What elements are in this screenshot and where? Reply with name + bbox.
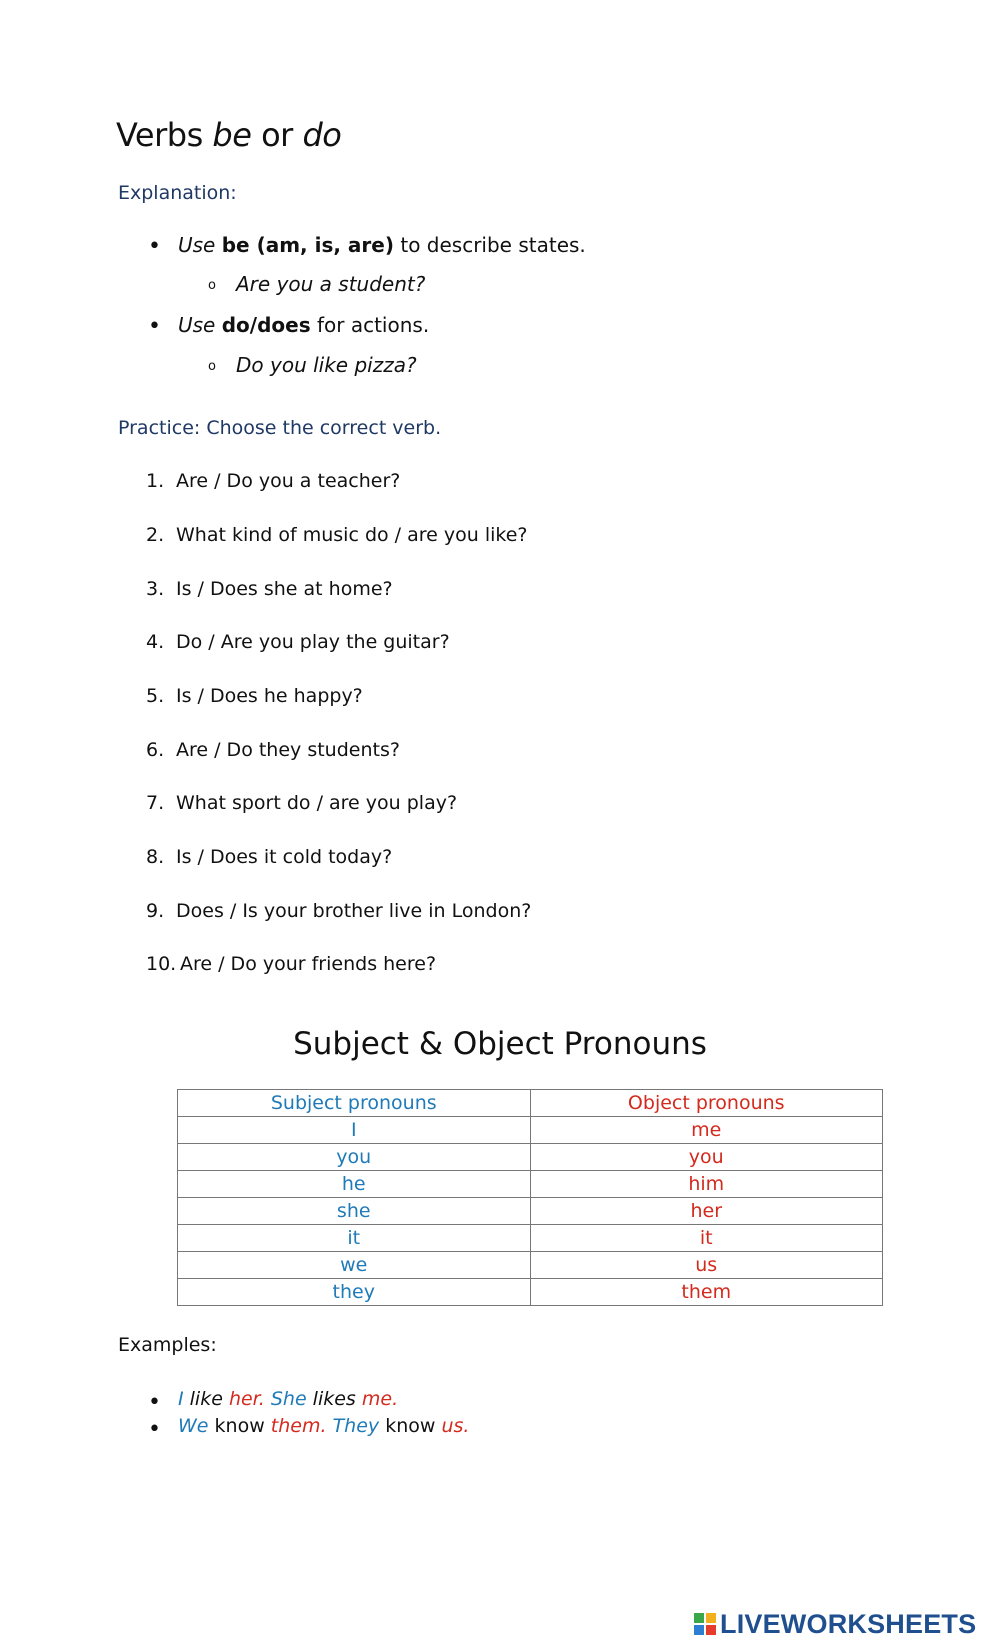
example-word: them. — [270, 1415, 327, 1437]
subject-cell: you — [178, 1144, 531, 1171]
practice-item-5: Is / Does he happy? — [176, 685, 363, 707]
logo-icon — [694, 1613, 716, 1635]
example-bullet-2: • — [148, 1417, 161, 1442]
object-cell: it — [530, 1225, 883, 1252]
liveworksheets-logo — [694, 1608, 976, 1640]
object-cell: him — [530, 1171, 883, 1198]
page-title — [116, 116, 341, 154]
circle-bullet-2: o — [208, 359, 216, 374]
bullet-dot-1: • — [148, 234, 161, 259]
table-row — [178, 1279, 883, 1306]
rule-be — [178, 233, 586, 257]
practice-item-4: Do / Are you play the guitar? — [176, 631, 450, 653]
table-row — [178, 1252, 883, 1279]
example-word: her. — [228, 1388, 265, 1410]
example-word: They — [332, 1415, 380, 1437]
title-word-be: be — [212, 116, 252, 154]
rule-do-example: Do you like pizza? — [236, 353, 417, 377]
practice-number: 8. — [146, 846, 165, 868]
explanation-heading: Explanation: — [118, 182, 237, 204]
examples-heading: Examples: — [118, 1334, 217, 1356]
example-word: me. — [361, 1388, 399, 1410]
practice-number: 1. — [146, 470, 165, 492]
title-word-do: do — [302, 116, 342, 154]
practice-heading: Practice: Choose the correct verb. — [118, 417, 442, 439]
example-word: like — [183, 1388, 229, 1410]
example-word: us. — [441, 1415, 470, 1437]
table-row — [178, 1171, 883, 1198]
practice-number: 2. — [146, 524, 165, 546]
circle-bullet-1: o — [208, 278, 216, 293]
example-bullet-1: • — [148, 1390, 161, 1415]
example-word: I — [178, 1388, 184, 1410]
practice-item-6: Are / Do they students? — [176, 739, 400, 761]
practice-number: 6. — [146, 739, 165, 761]
practice-number: 4. — [146, 631, 165, 653]
rule-be-bold: be (am, is, are) — [221, 233, 394, 257]
practice-item-7: What sport do / are you play? — [176, 792, 458, 814]
subject-cell: he — [178, 1171, 531, 1198]
rule-do-use: Use — [178, 313, 222, 337]
object-cell: us — [530, 1252, 883, 1279]
rule-be-example: Are you a student? — [236, 272, 426, 296]
practice-number: 10. — [146, 953, 177, 975]
example-line-2 — [178, 1415, 469, 1437]
practice-item-8: Is / Does it cold today? — [176, 846, 393, 868]
subject-cell: she — [178, 1198, 531, 1225]
title-middle: or — [251, 116, 303, 154]
bullet-dot-2: • — [148, 314, 161, 339]
example-word: know — [379, 1415, 442, 1437]
example-line-1 — [178, 1388, 398, 1410]
example-word: know — [208, 1415, 271, 1437]
logo-text: LIVEWORKSHEETS — [720, 1608, 977, 1639]
practice-item-3: Is / Does she at home? — [176, 578, 393, 600]
subject-cell: I — [178, 1117, 531, 1144]
rule-be-use: Use — [178, 233, 222, 257]
pronoun-table — [177, 1089, 883, 1306]
table-row — [178, 1225, 883, 1252]
example-word: We — [178, 1415, 209, 1437]
subject-cell: we — [178, 1252, 531, 1279]
practice-item-10: Are / Do your friends here? — [180, 953, 437, 975]
pronouns-title: Subject & Object Pronouns — [293, 1026, 707, 1062]
practice-item-2: What kind of music do / are you like? — [176, 524, 528, 546]
table-row — [178, 1117, 883, 1144]
object-cell: me — [530, 1117, 883, 1144]
object-cell: her — [530, 1198, 883, 1225]
title-prefix: Verbs — [116, 116, 213, 154]
rule-do-rest: for actions. — [310, 313, 430, 337]
practice-number: 7. — [146, 792, 165, 814]
practice-item-9: Does / Is your brother live in London? — [176, 900, 532, 922]
object-header: Object pronouns — [530, 1090, 883, 1117]
table-row — [178, 1198, 883, 1225]
rule-do-bold: do/does — [221, 313, 311, 337]
subject-cell: they — [178, 1279, 531, 1306]
table-row — [178, 1144, 883, 1171]
example-word: She — [270, 1388, 307, 1410]
rule-do — [178, 313, 429, 337]
practice-number: 3. — [146, 578, 165, 600]
table-header-row — [178, 1090, 883, 1117]
rule-be-rest: to describe states. — [394, 233, 586, 257]
object-cell: you — [530, 1144, 883, 1171]
subject-header: Subject pronouns — [178, 1090, 531, 1117]
object-cell: them — [530, 1279, 883, 1306]
practice-item-1: Are / Do you a teacher? — [176, 470, 401, 492]
practice-number: 5. — [146, 685, 165, 707]
example-word: likes — [306, 1388, 362, 1410]
practice-number: 9. — [146, 900, 165, 922]
subject-cell: it — [178, 1225, 531, 1252]
